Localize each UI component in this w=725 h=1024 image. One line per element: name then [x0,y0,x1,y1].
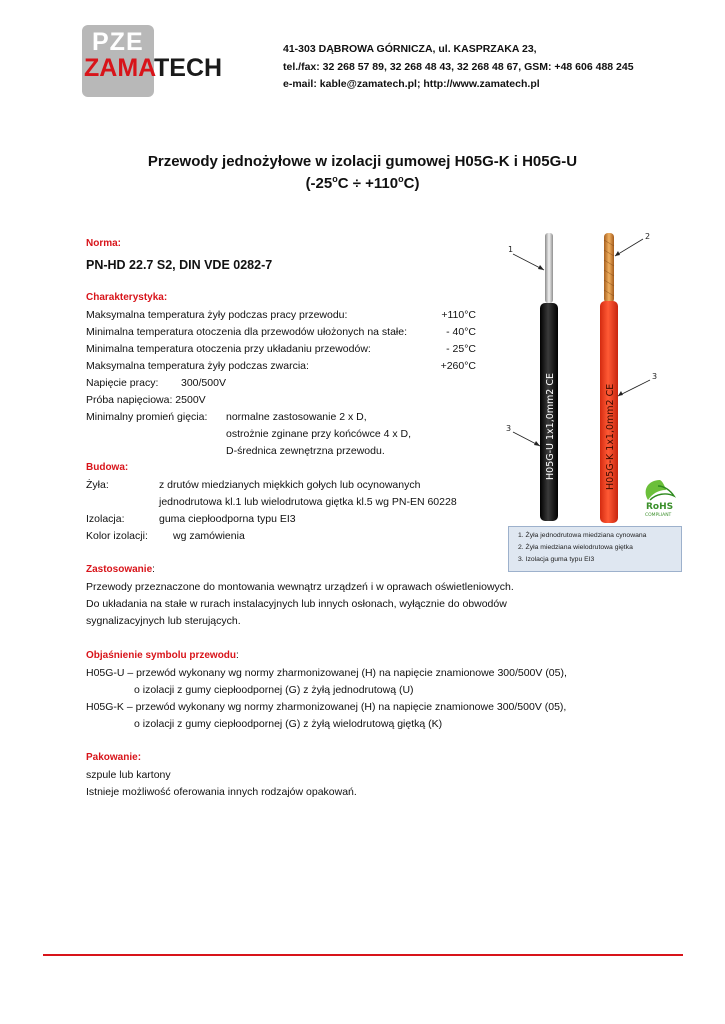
legend-item: 1. Żyła jednodrutowa miedziana cynowana [518,532,647,539]
napiecie-value: 300/500V [181,377,226,389]
callout-3a [618,380,650,396]
logo-text-pze: PZE [92,28,144,56]
zyla-line: z drutów miedzianych miękkich gołych lub ocynowanych [159,479,421,491]
promien-line: ostrożnie zginane przy końcówce 4 x D, [226,428,412,440]
company-logo [82,25,247,100]
zyla-label: Żyła: [86,479,109,491]
page-subtitle [0,174,725,192]
logo-text-zama: ZAMA [84,54,157,82]
black-cable [540,233,558,521]
zastosowanie-label [86,564,155,575]
footer-divider [43,954,683,956]
red-cable [600,233,618,523]
header-phones: tel./fax: 32 268 57 89, 32 268 48 43, 32 268 48 67, GSM: +48 606 488 245 [283,61,634,73]
callout-lines [513,239,650,446]
norma-label: Norma: [86,238,122,249]
marker-2: 2 [645,232,651,241]
spec-row-name: Minimalna temperatura otoczenia przy układaniu przewodów: [86,343,371,355]
legend-item: 3. Izolacja guma typu EI3 [518,556,595,563]
objasnienie-line: H05G-K – przewód wykonany wg normy zharmonizowanej (H) na napięcie znamionowe 300/500V (05), [86,701,567,713]
budowa-label: Budowa: [86,462,129,473]
marker-1: 1 [508,245,514,254]
logo-text-tech: TECH [154,54,223,82]
kolor-value: wg zamówienia [173,530,245,542]
promien-line: normalne zastosowanie 2 x D, [226,411,367,423]
spec-row-value: +110°C [441,309,476,321]
label-colon: : [236,650,239,661]
objasnienie-line: H05G-U – przewód wykonany wg normy zharmonizowanej (H) na napięcie znamionowe 300/500V (05), [86,667,567,679]
spec-row-value: - 25°C [446,343,476,355]
zastosowanie-line: Do układania na stałe w rurach instalacyjnych lub innych osłonach, wyłącznie do obwodów [86,598,507,610]
header-address: 41-303 DĄBROWA GÓRNICZA, ul. KASPRZAKA 23, [283,43,537,55]
label-colon: : [152,564,155,575]
legend-item: 2. Żyła miedziana wielodrutowa giętka [518,544,633,551]
stranded-copper-conductor [604,233,614,303]
zastosowanie-line: Przewody przeznaczone do montowania wewnątrz urządzeń i w oprawach oświetleniowych. [86,581,514,593]
zastosowanie-line: sygnalizacyjnych lub sterujących. [86,615,241,627]
header-email: e-mail: kable@zamatech.pl; http://www.zamatech.pl [283,78,540,90]
spec-row-name: Minimalna temperatura otoczenia dla przewodów ułożonych na stałe: [86,326,408,338]
spec-row-value: - 40°C [446,326,476,338]
rohs-compliant: COMPLIANT [645,513,672,518]
pakowanie-line: Istnieje możliwość oferowania innych rodzajów opakowań. [86,786,357,798]
rohs-label: RoHS [646,502,674,512]
zastosowanie-label-text: Zastosowanie [86,564,153,575]
spec-row-name: Maksymalna temperatura żyły podczas pracy przewodu: [86,309,348,321]
napiecie-label: Napięcie pracy: [86,377,159,389]
figure-legend [508,526,682,572]
pakowanie-line: szpule lub kartony [86,769,171,781]
degree-mark: o [398,174,404,184]
rohs-badge [645,480,674,518]
norma-value: PN-HD 22.7 S2, DIN VDE 0282-7 [86,258,273,272]
title-temp-max: C ÷ +110 [337,175,399,192]
pakowanie-label: Pakowanie: [86,752,142,763]
proba-napieciowa: Próba napięciowa: 2500V [86,394,206,406]
charakterystyka-label: Charakterystyka: [86,292,168,303]
kolor-label: Kolor izolacji: [86,530,148,542]
spec-row-name: Maksymalna temperatura żyły podczas zwarcia: [86,360,309,372]
solid-tinned-conductor [545,233,553,303]
promien-line: D-średnica zewnętrzna przewodu. [226,445,385,457]
title-temp-min: (-25 [305,175,333,192]
page-title: Przewody jednożyłowe w izolacji gumowej H05G-K i H05G-U [147,153,578,170]
marker-3: 3 [506,424,512,433]
izolacja-value: guma ciepłoodporna typu EI3 [159,513,296,525]
objasnienie-label-text: Objaśnienie symbolu przewodu [86,650,237,661]
red-cable-print: H05G-K 1x1,0mm2 CE [605,383,616,490]
marker-3: 3 [652,372,658,381]
izolacja-label: Izolacja: [86,513,125,525]
spec-row-value: +260°C [440,360,476,372]
zyla-line: jednodrutowa kl.1 lub wielodrutowa giętka kl.5 wg PN-EN 60228 [159,496,457,508]
objasnienie-label [86,650,239,661]
title-close: C) [403,175,420,192]
cable-photo [500,228,680,528]
objasnienie-line: o izolacji z gumy ciepłoodpornej (G) z żyłą wielodrutową giętką (K) [134,718,443,730]
black-cable-print: H05G-U 1x1,0mm2 CE [545,373,556,480]
promien-label: Minimalny promień gięcia: [86,411,208,423]
degree-mark: o [332,174,338,184]
rohs-leaf-icon [646,480,666,500]
objasnienie-line: o izolacji z gumy ciepłoodpornej (G) z żyłą jednodrutową (U) [134,684,414,696]
